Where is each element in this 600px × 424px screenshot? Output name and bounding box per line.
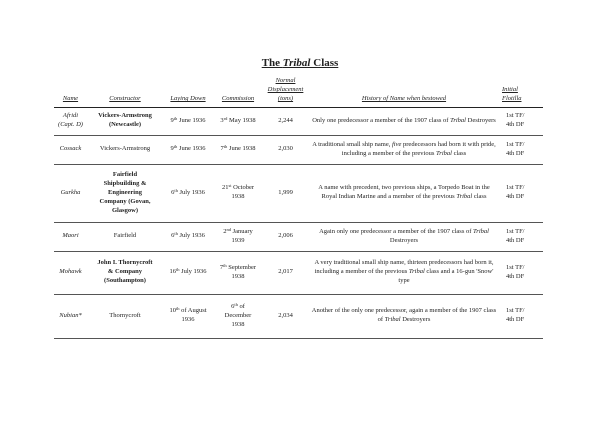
ship-name: Maori	[62, 232, 79, 240]
table-row	[54, 294, 543, 338]
ship-name: Gurkha	[60, 188, 81, 196]
displacement: 1,999	[278, 188, 293, 196]
history: Only one predecessor a member of the 1907 class of Tribal Destroyers	[312, 116, 496, 124]
history: Again only one predecessor a member of the 1907 class of Tribal Destroyers	[319, 227, 489, 244]
history: Another of the only one predecessor, again a member of the 1907 class of Tribal Destroyers	[311, 307, 497, 324]
header-constructor: Constructor	[109, 94, 141, 102]
displacement: 2,034	[278, 311, 293, 319]
commission: 2nd January 1939	[223, 226, 253, 244]
header-commission: Commission	[221, 94, 255, 102]
table-header-row	[54, 77, 543, 107]
table-row	[54, 107, 543, 135]
constructor: Vickers-Armstrong	[99, 145, 151, 153]
history: A name with precedent, two previous ships, a Torpedo Boat in the Royal Indian Marine and a member of the previous Tribal class	[318, 184, 490, 201]
laying-down: 6th July 1936	[171, 187, 205, 196]
flotilla: 1st TF/ 4th DF	[506, 112, 525, 129]
commission: 6th of December 1938	[224, 301, 252, 328]
table-row	[54, 222, 543, 251]
header-flotilla: Initial Flotilla	[502, 85, 522, 102]
tribal-class-table	[54, 77, 543, 339]
constructor: John I. Thornycroft & Company (Southampton)	[97, 259, 153, 285]
displacement: 2,017	[278, 268, 293, 276]
flotilla: 1st TF/ 4th DF	[506, 227, 525, 244]
flotilla: 1st TF/ 4th DF	[506, 140, 525, 157]
constructor: Fairfield Shipbuilding & Engineering Company (Govan, Glasgow)	[99, 170, 151, 214]
laying-down: 9th June 1936	[170, 144, 206, 153]
flotilla: 1st TF/ 4th DF	[506, 184, 525, 201]
displacement: 2,244	[278, 116, 293, 124]
header-history: History of Name when bestowed	[361, 94, 447, 102]
constructor: Thornycroft	[109, 311, 141, 319]
laying-down: 9th June 1936	[170, 115, 206, 124]
constructor: Fairfield	[113, 232, 137, 240]
table-row	[54, 164, 543, 222]
header-laying-down: Laying Down	[170, 94, 206, 102]
flotilla: 1st TF/ 4th DF	[506, 307, 525, 324]
laying-down: 10th of August 1936	[169, 306, 207, 324]
commission: 21st October 1938	[221, 183, 255, 201]
history: A very traditional small ship name, thirteen predecessors had born it, including a member of the previous Tribal class and a 16-gun 'Snow' type	[314, 259, 494, 285]
displacement: 2,006	[278, 232, 293, 240]
commission: 7th September 1938	[219, 262, 257, 280]
table-row	[54, 135, 543, 164]
constructor: Vickers-Armstrong (Newcastle)	[98, 112, 152, 129]
table-row	[54, 251, 543, 294]
commission: 7th June 1938	[220, 144, 256, 153]
ship-name: Nubian*	[59, 311, 82, 319]
laying-down: 16th July 1936	[169, 267, 207, 276]
commission: 3rd May 1938	[220, 115, 256, 124]
displacement: 2,030	[278, 145, 293, 153]
history: A traditional small ship name, five predecessors had born it with pride, including a member of the previous Tribal class	[312, 140, 496, 157]
laying-down: 6th July 1936	[171, 231, 205, 240]
flotilla: 1st TF/ 4th DF	[506, 263, 525, 280]
ship-name: Cossack	[59, 145, 82, 153]
header-displacement: Normal Displacement (tons)	[267, 77, 304, 102]
ship-name: Afridi (Capt. D)	[58, 112, 83, 129]
ship-name: Mohawk	[59, 268, 82, 276]
page-title: The Tribal Class	[261, 57, 339, 69]
header-name: Name	[62, 94, 79, 102]
